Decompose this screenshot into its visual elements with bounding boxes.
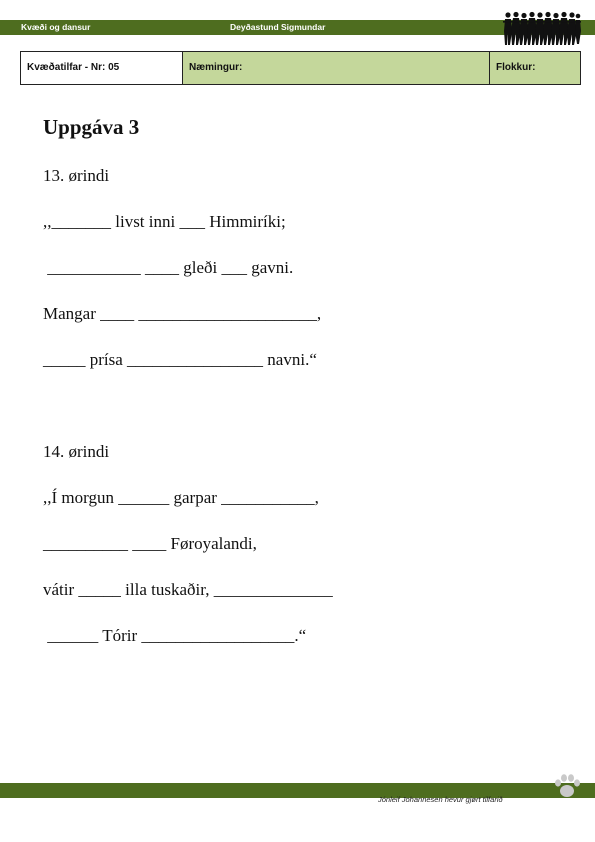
class-field[interactable]: Flokkur: [490,52,580,84]
info-table [20,51,581,85]
stanza-line: Mangar ____ _____________________, [43,304,322,323]
stanza-line: ___________ ____ gleði ___ gavni. [43,258,294,277]
stanza-line: ,,Í morgun ______ garpar ___________, [43,488,319,507]
stanza-line: ,,_______ livst inni ___ Himmiríki; [43,212,286,231]
page-title: Uppgáva 3 [43,115,140,139]
stanza-line: __________ ____ Føroyalandi, [43,534,257,553]
stanza-line: vátir _____ illa tuskaðir, ______________ [43,580,333,599]
dancers-silhouette-icon [503,11,581,47]
student-name-field[interactable]: Næmingur: [183,52,490,84]
stanza-line: _____ prísa ________________ navni.“ [43,350,317,369]
paw-print-icon [551,772,583,800]
footer-bar [0,783,595,798]
header-center-text: Deyðastund Sigmundar [230,22,326,32]
info-title: Kvæðatilfar - Nr: 05 [21,52,183,84]
stanza-line: ______ Tórir __________________.“ [43,626,307,645]
footer-credit: Jónleif Johannesen hevur gjørt tilfarið [378,795,503,804]
stanza-title: 14. ørindi [43,442,110,461]
header-left-text: Kvæði og dansur [21,22,91,32]
stanza-title: 13. ørindi [43,166,110,185]
